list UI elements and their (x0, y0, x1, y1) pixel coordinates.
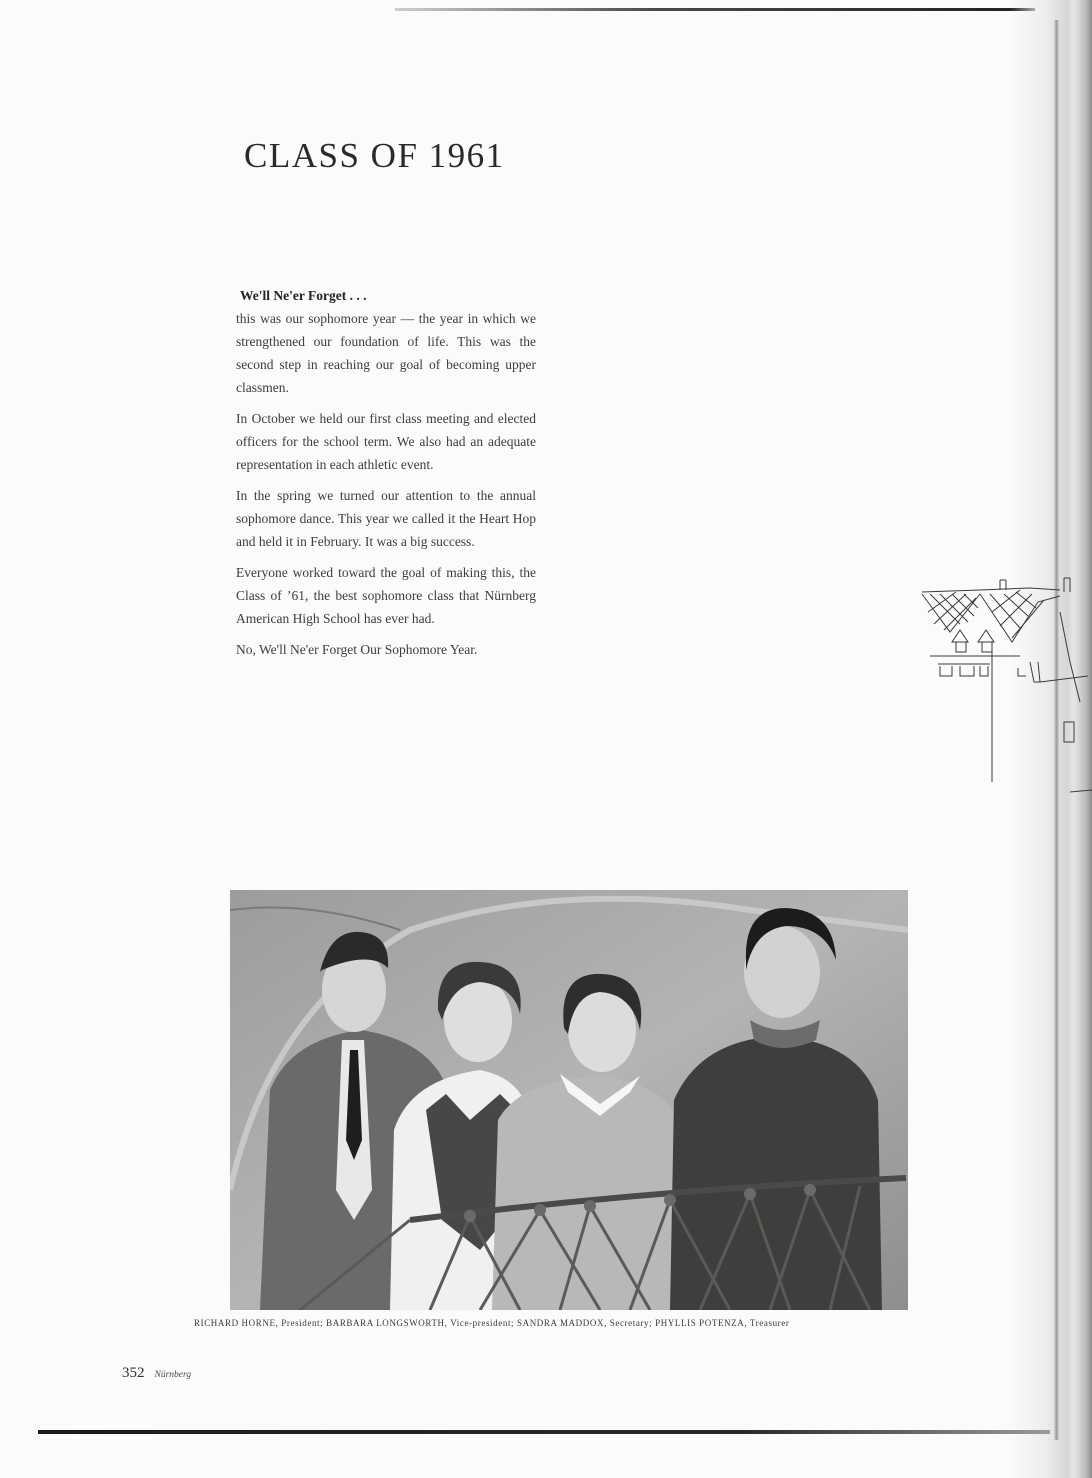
caption-officer-name: RICHARD HORNE (194, 1318, 276, 1328)
article-paragraph-4: Everyone worked toward the goal of making this, the Class of ’61, the best sophomore class that Nürnberg American High School has ever had. (236, 565, 536, 626)
article (236, 288, 536, 669)
page-folio (122, 1364, 191, 1382)
caption-officer-role: President (281, 1318, 321, 1328)
photo-caption: RICHARD HORNE, President; BARBARA LONGSWORTH, Vice-president; SANDRA MADDOX, Secretary; PHYLLIS POTENZA, Treasurer (194, 1318, 790, 1328)
article-paragraph-1: this was our sophomore year — the year in which we strengthened our foundation of life. This was the second step in reaching our goal of becoming upper classmen. (236, 311, 536, 395)
article-paragraph-3: In the spring we turned our attention to the annual sophomore dance. This year we called it the Heart Hop and held it in February. It was a big success. (236, 488, 536, 549)
caption-officer-role: Treasurer (749, 1318, 790, 1328)
caption-officer-name: BARBARA LONGSWORTH (326, 1318, 445, 1328)
page-top-edge (395, 8, 1035, 11)
rooftops-sketch (920, 572, 1092, 812)
page-title: CLASS OF 1961 (244, 136, 505, 175)
class-officers-photo (230, 890, 908, 1310)
page-number: 352 (122, 1365, 145, 1381)
page-bottom-edge (38, 1430, 1050, 1434)
caption-officer-name: SANDRA MADDOX (517, 1318, 605, 1328)
article-paragraph-2: In October we held our first class meeting and elected officers for the school term. We also had an adequate representation in each athletic event. (236, 411, 536, 472)
caption-officer-role: Secretary (609, 1318, 650, 1328)
caption-officer-role: Vice-president (450, 1318, 512, 1328)
caption-officer-name: PHYLLIS POTENZA (655, 1318, 745, 1328)
folio-book-name: Nürnberg (154, 1370, 192, 1380)
article-subhead: We'll Ne'er Forget . . . (240, 288, 367, 303)
article-paragraph-5: No, We'll Ne'er Forget Our Sophomore Year. (236, 642, 478, 657)
